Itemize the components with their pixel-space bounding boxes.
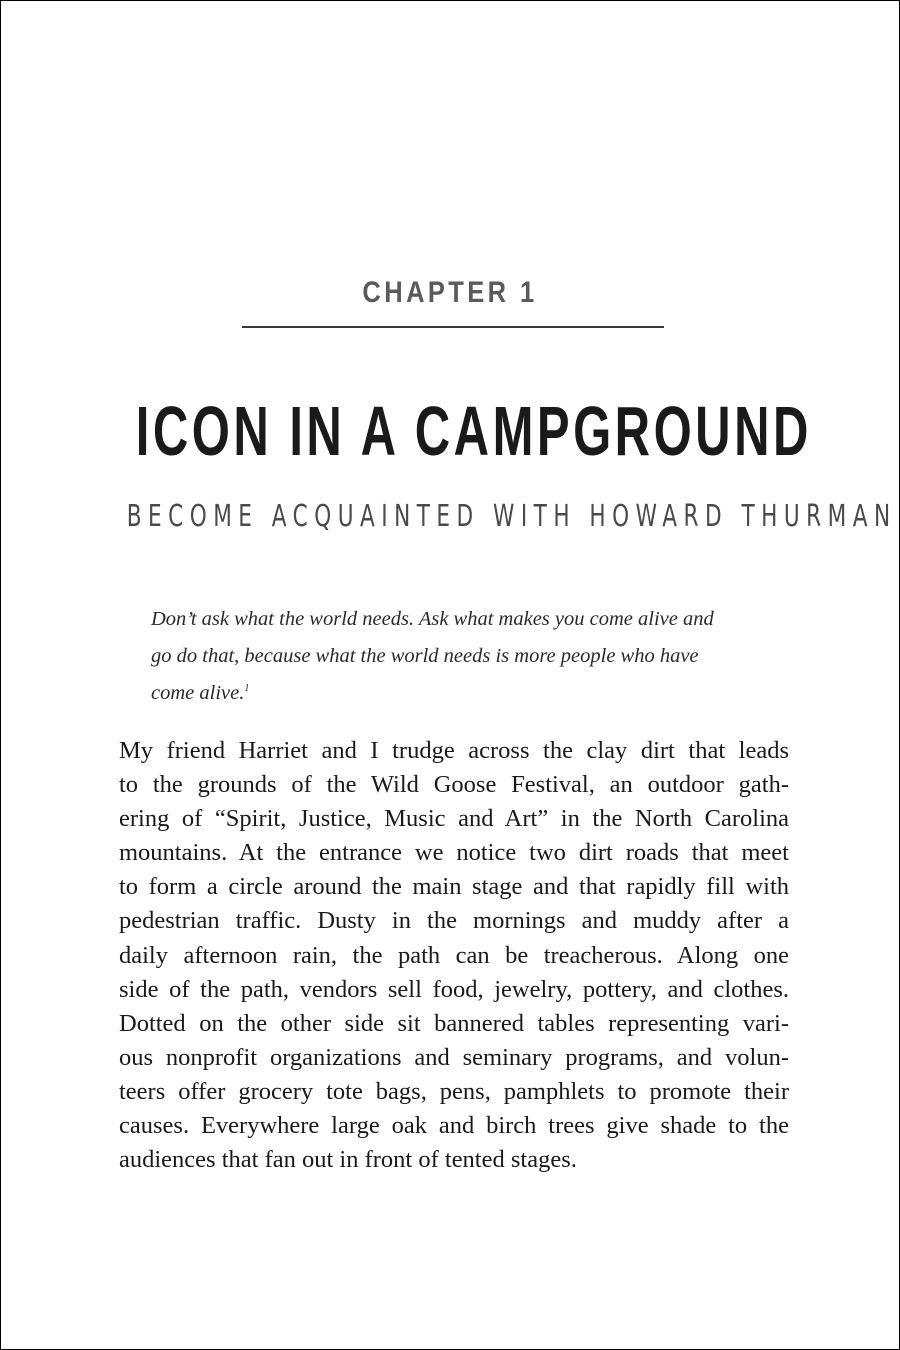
epigraph-line: Don’t ask what the world needs. Ask what makes you come alive and bbox=[151, 608, 714, 630]
epigraph-line: go do that, because what the world needs is more people who have bbox=[151, 645, 699, 667]
chapter-label: CHAPTER 1 bbox=[362, 276, 538, 309]
chapter-divider-rule bbox=[242, 326, 664, 328]
body-line: daily afternoon rain, the path can be treacherous. Along one bbox=[119, 941, 789, 969]
footnote-marker[interactable]: 1 bbox=[244, 683, 250, 695]
body-line: ering of “Spirit, Justice, Music and Art” in the North Carolina bbox=[119, 805, 789, 833]
body-line: to form a circle around the main stage and that rapidly fill with bbox=[119, 873, 789, 901]
body-line: ous nonprofit organizations and seminary programs, and volun- bbox=[119, 1043, 789, 1071]
body-line: teers offer grocery tote bags, pens, pamphlets to promote their bbox=[119, 1077, 789, 1105]
epigraph-line-last bbox=[151, 675, 791, 712]
body-line: Dotted on the other side sit bannered tables representing vari- bbox=[119, 1009, 789, 1037]
chapter-title: ICON IN A CAMPGROUND bbox=[135, 392, 812, 470]
body-line: causes. Everywhere large oak and birch trees give shade to the bbox=[119, 1112, 789, 1140]
body-line: audiences that fan out in front of tented stages. bbox=[119, 1146, 577, 1174]
body-line: mountains. At the entrance we notice two dirt roads that meet bbox=[119, 839, 789, 867]
body-line: to the grounds of the Wild Goose Festival, an outdoor gath- bbox=[119, 771, 789, 799]
epigraph bbox=[151, 601, 791, 712]
chapter-subtitle: BECOME ACQUAINTED WITH HOWARD THURMAN bbox=[126, 499, 897, 534]
body-line: My friend Harriet and I trudge across the clay dirt that leads bbox=[119, 737, 789, 764]
body-line: pedestrian traffic. Dusty in the mornings and muddy after a bbox=[119, 907, 789, 935]
body-paragraph bbox=[119, 734, 789, 1177]
body-line: side of the path, vendors sell food, jewelry, pottery, and clothes. bbox=[119, 975, 789, 1003]
epigraph-line-text: come alive. bbox=[151, 682, 245, 704]
